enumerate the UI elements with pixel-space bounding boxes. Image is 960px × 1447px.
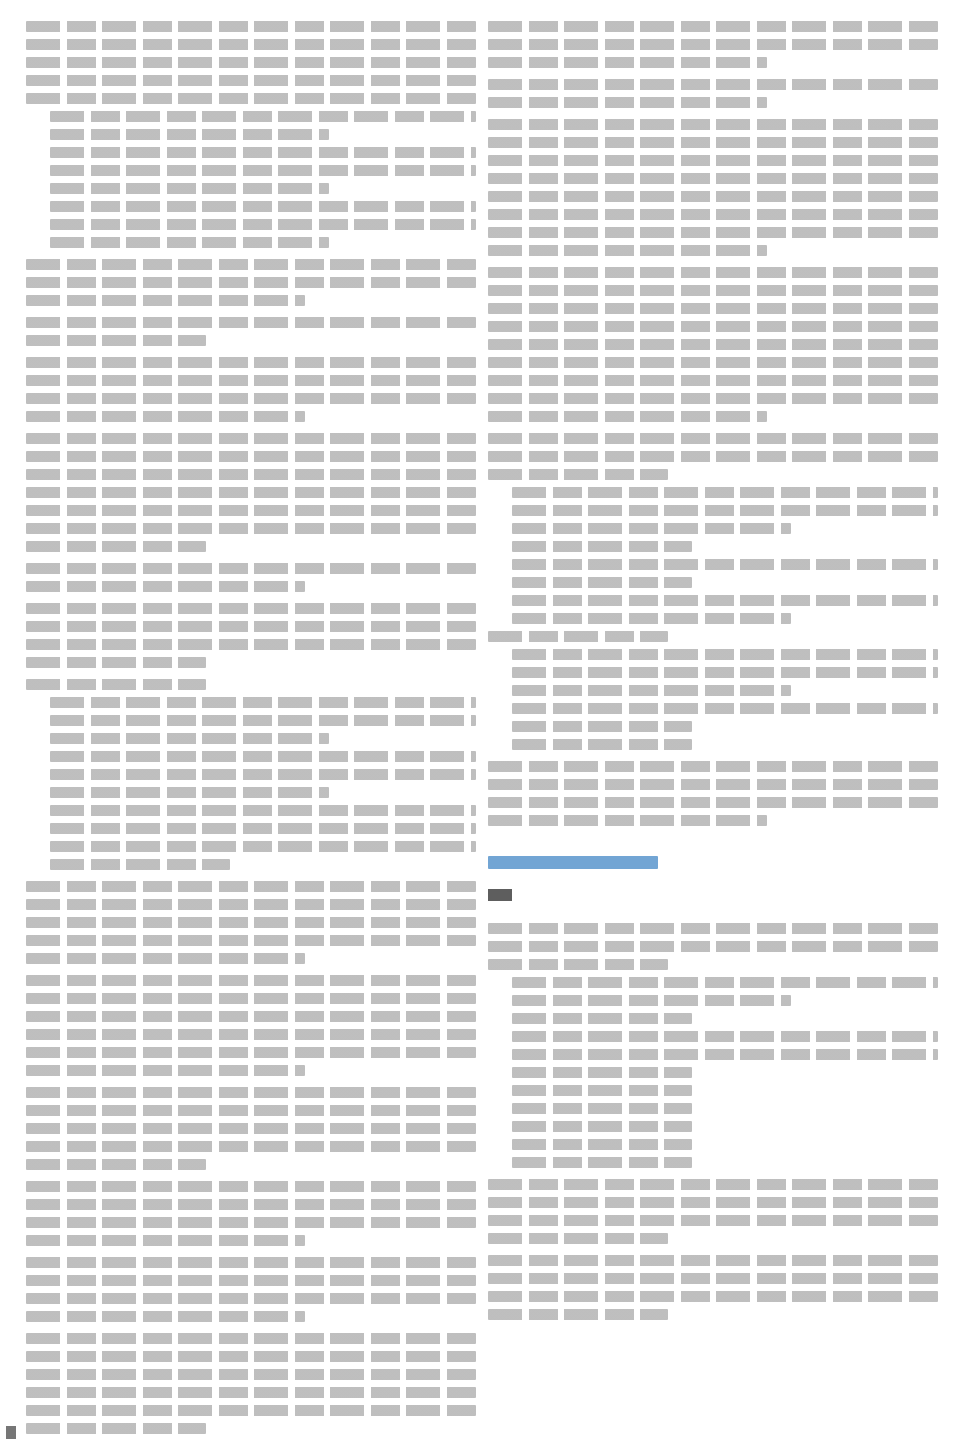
text-block	[488, 1255, 938, 1320]
text-block	[26, 603, 476, 668]
text-block	[26, 1087, 476, 1170]
text-block	[26, 433, 476, 552]
text-block	[26, 679, 476, 870]
text-block	[488, 923, 938, 1168]
text-block	[26, 1181, 476, 1246]
text-block	[488, 1179, 938, 1244]
text-block	[26, 975, 476, 1076]
text-block	[26, 317, 476, 346]
text-block	[26, 1257, 476, 1322]
section-number	[488, 889, 512, 901]
left-column	[26, 14, 476, 1445]
text-block	[488, 119, 938, 256]
text-block	[488, 79, 938, 108]
text-block	[26, 1333, 476, 1434]
text-block	[488, 433, 938, 750]
text-block	[26, 21, 476, 248]
text-block	[26, 563, 476, 592]
page-number	[6, 1426, 16, 1439]
text-block	[26, 881, 476, 964]
text-block	[488, 267, 938, 422]
text-block	[26, 357, 476, 422]
section-heading	[488, 856, 658, 869]
text-block	[488, 761, 938, 826]
text-block	[26, 259, 476, 306]
text-block	[488, 21, 938, 68]
right-column	[488, 14, 938, 1331]
